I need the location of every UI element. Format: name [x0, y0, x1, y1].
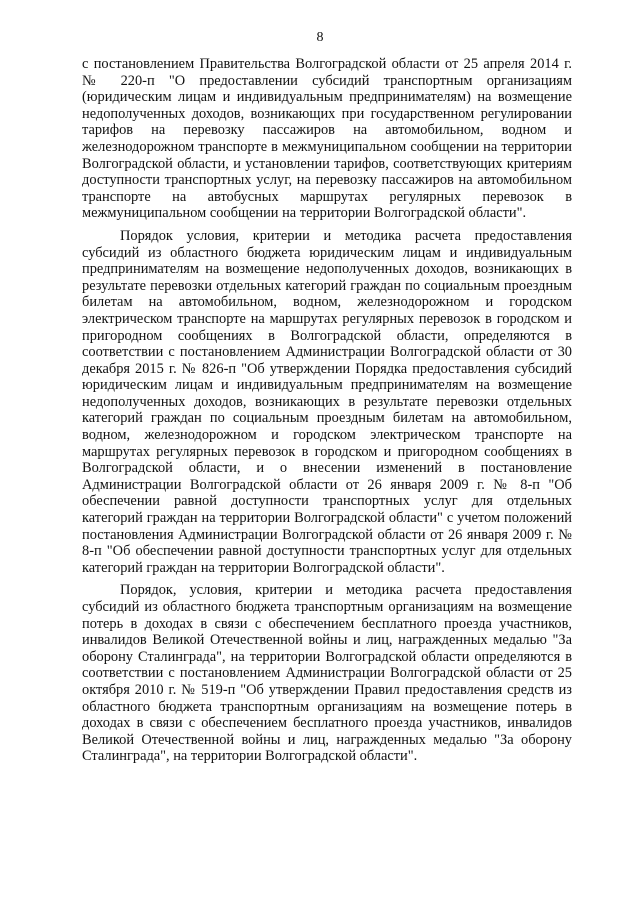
paragraph-veterans-free-travel-subsidies: Порядок, условия, критерии и методика расчета предоставления субсидий из областного бюджета транспортным организациям на возмещение потерь в доходах в связи с обеспечением бесплатного проезда участников, инвалидов Великой Отечественной войны и лиц, награжденных медалью "За оборону Сталинграда", на территории Волгоградской области определяются в соответствии с постановлением Администрации Волгоградской области от 25 октября 2010 г. № 519-п "Об утверждении Правил предоставления средств из областного бюджета транспортным организациям на возмещение потерь в доходах в связи с обеспечением бесплатного проезда участников, инвалидов Великой Отечественной войны и лиц, награжденных медалью "За оборону Сталинграда", на территории Волгоградской области". — [82, 582, 572, 765]
paragraph-social-tickets-subsidies: Порядок условия, критерии и методика расчета предоставления субсидий из областного бюджета юридическим лицам и индивидуальным предпринимателям на возмещение недополученных доходов, возникающих в результате перевозки отдельных категорий граждан по социальным проездным билетам на автомобильном, водном, железнодорожном и городском электрическом транспорте на маршрутах регулярных перевозок в городском и пригородном сообщениях в Волгоградской области, определяются в соответствии с постановлением Администрации Волгоградской области от 30 декабря 2015 г. № 826-п "Об утверждении Порядка предоставления субсидий юридическим лицам и индивидуальным предпринимателям на возмещение недополученных доходов, возникающих в результате перевозки отдельных категорий граждан по социальным проездным билетам на автомобильном, водном, железнодорожном и городском электрическом транспорте на маршрутах регулярных перевозок в городском и пригородном сообщениях в Волгоградской области, и о внесении изменений в постановление Администрации Волгоградской области от 26 января 2009 г. № 8-п "Об обеспечении равной доступности транспортных услуг для отдельных категорий граждан на территории Волгоградской области" с учетом положений постановления Администрации Волгоградской области от 26 января 2009 г. № 8-п "Об обеспечении равной доступности транспортных услуг для отдельных категорий граждан на территории Волгоградской области". — [82, 227, 572, 576]
paragraph-continuation: с постановлением Правительства Волгоградской области от 25 апреля 2014 г. № 220-п "О предоставлении субсидий транспортным организациям (юридическим лицам и индивидуальным предпринимателям) на возмещение недополученных доходов, возникающих при государственном регулировании тарифов на перевозку пассажиров на автомобильном, водном и железнодорожном транспорте в межмуниципальном сообщении на территории Волгоградской области, и установлении тарифов, соответствующих критериям доступности транспортных услуг, на перевозку пассажиров на автомобильном транспорте на автобусных маршрутах регулярных перевозок в межмуниципальном сообщении на территории Волгоградской области". — [82, 56, 572, 222]
page-number: 8 — [316, 30, 324, 45]
document-body — [82, 56, 572, 765]
